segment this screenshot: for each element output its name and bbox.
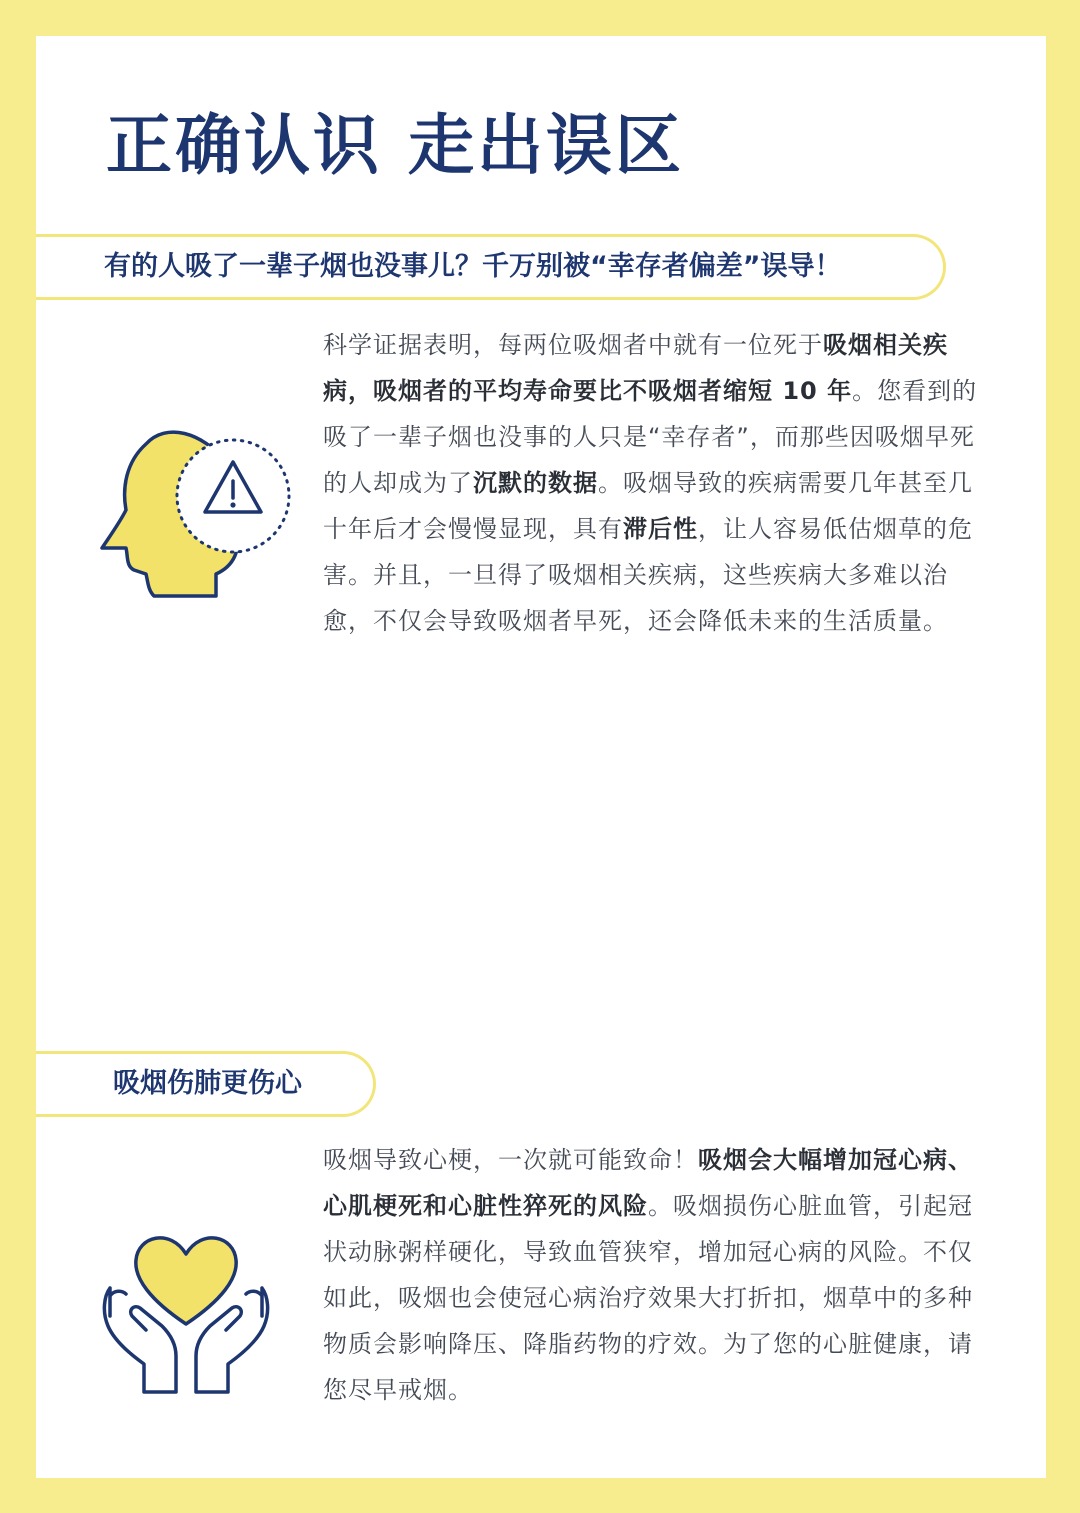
heart-paragraph	[323, 1137, 993, 1413]
body-text: 。您看到的吸了一辈子烟也没事的人只是“幸存者”，而那些因吸烟早死的人却成为了	[323, 377, 978, 497]
emphasis-text: 滞后性	[623, 515, 698, 543]
section-heading-text: 有的人吸了一辈子烟也没事儿？千万别被“幸存者偏差”误导！	[104, 251, 842, 282]
body-text: 。吸烟导致的疾病需要几年甚至几十年后才会慢慢显现，具有	[323, 469, 973, 543]
body-text: ，让人容易低估烟草的危害。并且，一旦得了吸烟相关疾病，这些疾病大多难以治愈，不仅会导致吸烟者早死，还会降低未来的生活质量。	[323, 515, 973, 635]
head-warning-icon	[96, 414, 296, 604]
section-heading-text: 吸烟伤肺更伤心	[113, 1068, 302, 1099]
emphasis-text: 吸烟会大幅增加冠心病、心肌梗死和心脏性猝死的风险	[323, 1146, 973, 1220]
section-heading-survivor-bias	[36, 234, 946, 300]
hands-heart-icon	[96, 1216, 276, 1396]
survivor-bias-paragraph	[323, 322, 993, 644]
section-heading-heart	[36, 1051, 376, 1117]
body-text: 科学证据表明，每两位吸烟者中就有一位死于	[323, 331, 823, 359]
heart-shape	[136, 1238, 236, 1324]
page-title: 正确认识 走出误区	[106, 107, 684, 184]
body-text: 吸烟导致心梗，一次就可能致命！	[323, 1146, 698, 1174]
body-text: 。吸烟损伤心脏血管，引起冠状动脉粥样硬化，导致血管狭窄，增加冠心病的风险。不仅如此，吸烟也会使冠心病治疗效果大打折扣，烟草中的多种物质会影响降压、降脂药物的疗效。为了您的心脏健康，请您尽早戒烟。	[323, 1192, 973, 1404]
emphasis-text: 沉默的数据	[473, 469, 598, 497]
content-card	[36, 36, 1046, 1478]
emphasis-text: 吸烟相关疾病，吸烟者的平均寿命要比不吸烟者缩短 10 年	[323, 331, 948, 405]
